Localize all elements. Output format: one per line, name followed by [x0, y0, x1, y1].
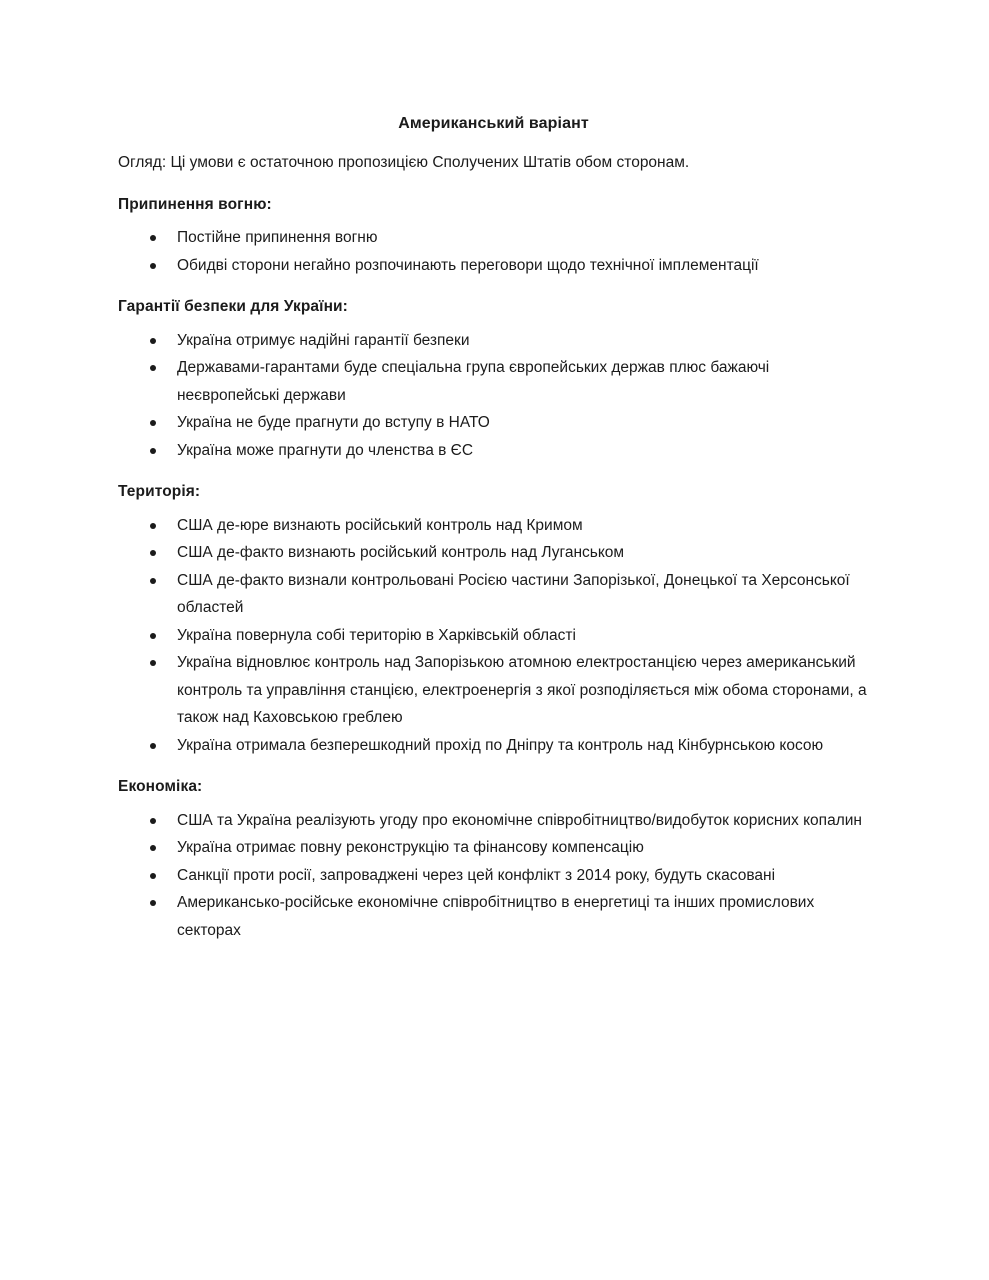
section-heading-0: Припинення вогню: — [118, 195, 272, 213]
bullet-item: Україна може прагнути до членства в ЄС — [118, 437, 869, 465]
bullet-item: Україна відновлює контроль над Запорізькою атомною електростанцією через американський контроль та управління станцією, електроенергія з якої розподіляється між обома сторонами, а також над Каховською греблею — [118, 649, 869, 732]
document-title: Американський варіант — [398, 115, 589, 132]
bullet-item: Україна отримає повну реконструкцію та фінансову компенсацію — [118, 834, 869, 862]
bullet-item: Україна повернула собі територію в Харківській області — [118, 622, 869, 650]
bullet-item: Україна отримує надійні гарантії безпеки — [118, 327, 869, 355]
bullet-item: Україна не буде прагнути до вступу в НАТО — [118, 409, 869, 437]
bullet-item: Україна отримала безперешкодний прохід по Дніпру та контроль над Кінбурнською косою — [118, 732, 869, 760]
bullet-list-2 — [118, 512, 869, 760]
bullet-item: Державами-гарантами буде спеціальна група європейських держав плюс бажаючі неєвропейські держави — [118, 354, 869, 409]
bullet-item: США та Україна реалізують угоду про економічне співробітництво/видобуток корисних копалин — [118, 807, 869, 835]
bullet-list-1 — [118, 327, 869, 465]
bullet-list-0 — [118, 224, 869, 279]
bullet-item: США де-юре визнають російський контроль над Кримом — [118, 512, 869, 540]
overview-paragraph: Огляд: Ці умови є остаточною пропозицією Сполучених Штатів обом сторонам. — [118, 154, 690, 171]
section-heading-2: Територія: — [118, 483, 201, 500]
bullet-item: Санкції проти росії, запроваджені через цей конфлікт з 2014 року, будуть скасовані — [118, 862, 869, 890]
section-heading-1: Гарантії безпеки для України: — [118, 298, 348, 315]
bullet-list-3 — [118, 807, 869, 945]
section-heading-3: Економіка: — [118, 778, 203, 795]
document-sections — [118, 191, 869, 945]
bullet-item: Постійне припинення вогню — [118, 224, 869, 252]
bullet-item: Американсько-російське економічне співробітництво в енергетиці та інших промислових секторах — [118, 889, 869, 944]
bullet-item: Обидві сторони негайно розпочинають переговори щодо технічної імплементації — [118, 252, 869, 280]
bullet-item: США де-факто визнають російський контроль над Луганськом — [118, 539, 869, 567]
bullet-item: США де-факто визнали контрольовані Росією частини Запорізької, Донецької та Херсонської областей — [118, 567, 869, 622]
